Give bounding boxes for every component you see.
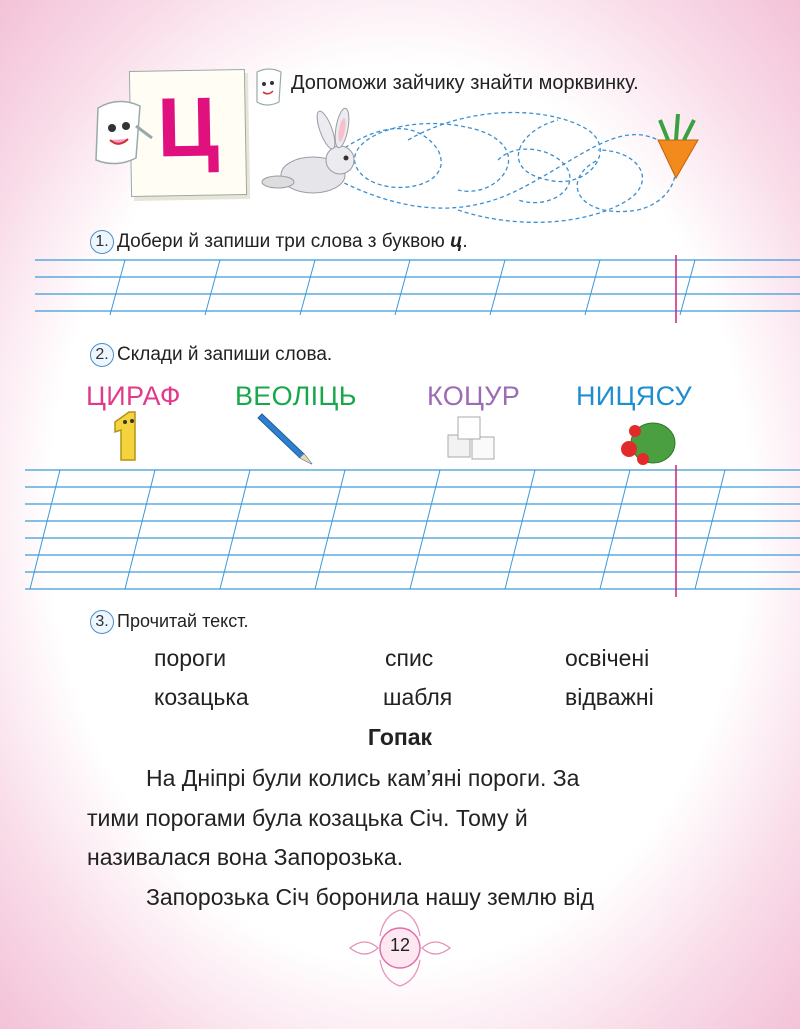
bunny-icon [262, 107, 354, 193]
text-line: Запорозька Січ боронила нашу землю від [146, 884, 594, 910]
writing-lines-2 [0, 465, 800, 600]
text-line: називалася вона Запорозька. [87, 844, 404, 870]
strawberry-icon [613, 415, 679, 467]
vocab-word: пороги [154, 645, 227, 671]
vocab-word: спис [385, 645, 434, 671]
task2-number: 2. [90, 343, 114, 367]
sugar-cubes-icon [442, 415, 504, 465]
vocab-word: відважні [565, 684, 654, 710]
paper-mascot-icon [88, 96, 158, 176]
text-line: тими порогами була козацька Січ. Тому й [87, 805, 528, 831]
carrot-icon [658, 114, 698, 178]
header-instruction: Допоможи зайчику знайти морквинку. [291, 72, 639, 94]
vocab-word: освічені [565, 645, 650, 671]
pencil-icon [256, 408, 320, 468]
digit-one-icon [105, 408, 145, 464]
letter-glyph: Ц [156, 79, 220, 175]
task2-prompt [90, 343, 332, 367]
task3-number: 3. [90, 610, 114, 634]
task3-text: Прочитай текст. [117, 610, 249, 631]
text-line: На Дніпрі були колись кам’яні пороги. За [146, 765, 580, 791]
writing-lines-1 [0, 255, 800, 325]
vocab-word: шабля [383, 684, 453, 710]
scrambled-word-3: КОЦУР [427, 381, 521, 411]
scrambled-word-2: ВЕОЛІЦЬ [235, 381, 357, 411]
task2-text: Склади й запиши слова. [117, 344, 333, 366]
task1-letter: ц [450, 231, 463, 253]
maze-illustration [258, 100, 718, 230]
scrambled-word-1: ЦИРАФ [86, 381, 181, 411]
page-number: 12 [389, 935, 411, 955]
task1-prompt [90, 230, 468, 254]
text-title: Гопак [367, 724, 433, 750]
task1-text: Добери й запиши три слова з буквою [117, 231, 451, 253]
vocab-word: козацька [154, 684, 249, 710]
task1-number: 1. [90, 230, 114, 254]
scrambled-word-4: НИЦЯСУ [576, 381, 692, 411]
task1-end: . [462, 231, 468, 253]
task3-prompt [90, 610, 248, 634]
